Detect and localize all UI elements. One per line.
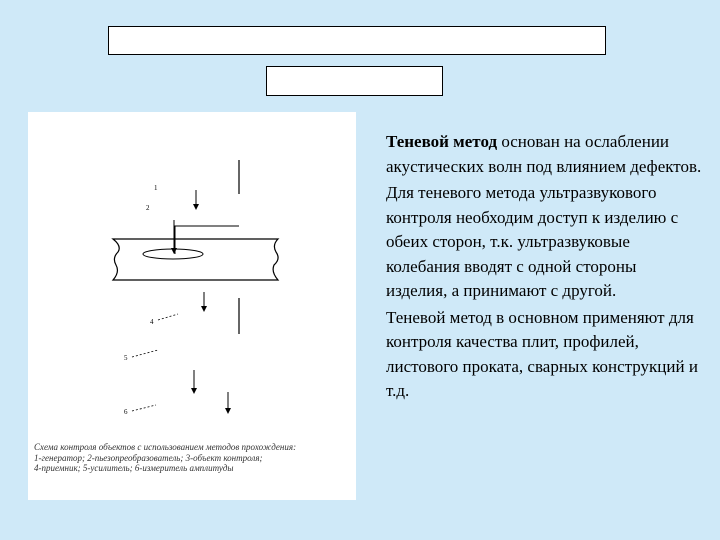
paragraph-1 <box>386 130 702 179</box>
dashed-lead-2 <box>132 350 158 357</box>
label-4: 4 <box>150 318 154 326</box>
dashed-lead-3 <box>132 405 156 411</box>
test-object-plate <box>113 239 278 280</box>
caption-line-2: 1-генератор; 2-пьезопреобразователь; 3-объект контроля; <box>34 452 263 463</box>
label-1: 1 <box>154 184 158 192</box>
paragraph-1-bold: Теневой метод <box>386 132 498 151</box>
paragraph-1-rest: основан на ослаблении акустических волн под влиянием дефектов. <box>386 132 702 176</box>
slide-title-box <box>108 26 606 55</box>
body-text <box>372 130 702 406</box>
label-5: 5 <box>124 354 128 362</box>
paragraph-3: Теневой метод в основном применяют для контроля качества плит, профилей, листового проката, сварных конструкций и т.д. <box>386 307 698 400</box>
label-6: 6 <box>124 408 128 416</box>
slide-subtitle-box <box>266 66 443 96</box>
schema-figure <box>28 112 356 500</box>
caption-line-3: 4-приемник; 5-усилитель; 6-измеритель амплитуды <box>34 463 234 473</box>
lower-arrow-1-head <box>201 306 207 312</box>
lower-arrow-2-head <box>191 388 197 394</box>
lower-arrow-3-head <box>225 408 231 414</box>
caption-line-1: Схема контроля объектов с использованием методов прохождения: <box>34 442 297 452</box>
paragraph-2: Для теневого метода ультразвукового контроля необходим доступ к изделию с обеих сторон, т.к. ультразвуковые колебания вводят с одной стороны изделия, а принимают с другой. <box>386 183 679 300</box>
label-2: 2 <box>146 204 150 212</box>
top-arrow-1-head <box>193 204 199 210</box>
figure-caption <box>34 442 352 474</box>
dashed-lead-1 <box>158 314 178 320</box>
